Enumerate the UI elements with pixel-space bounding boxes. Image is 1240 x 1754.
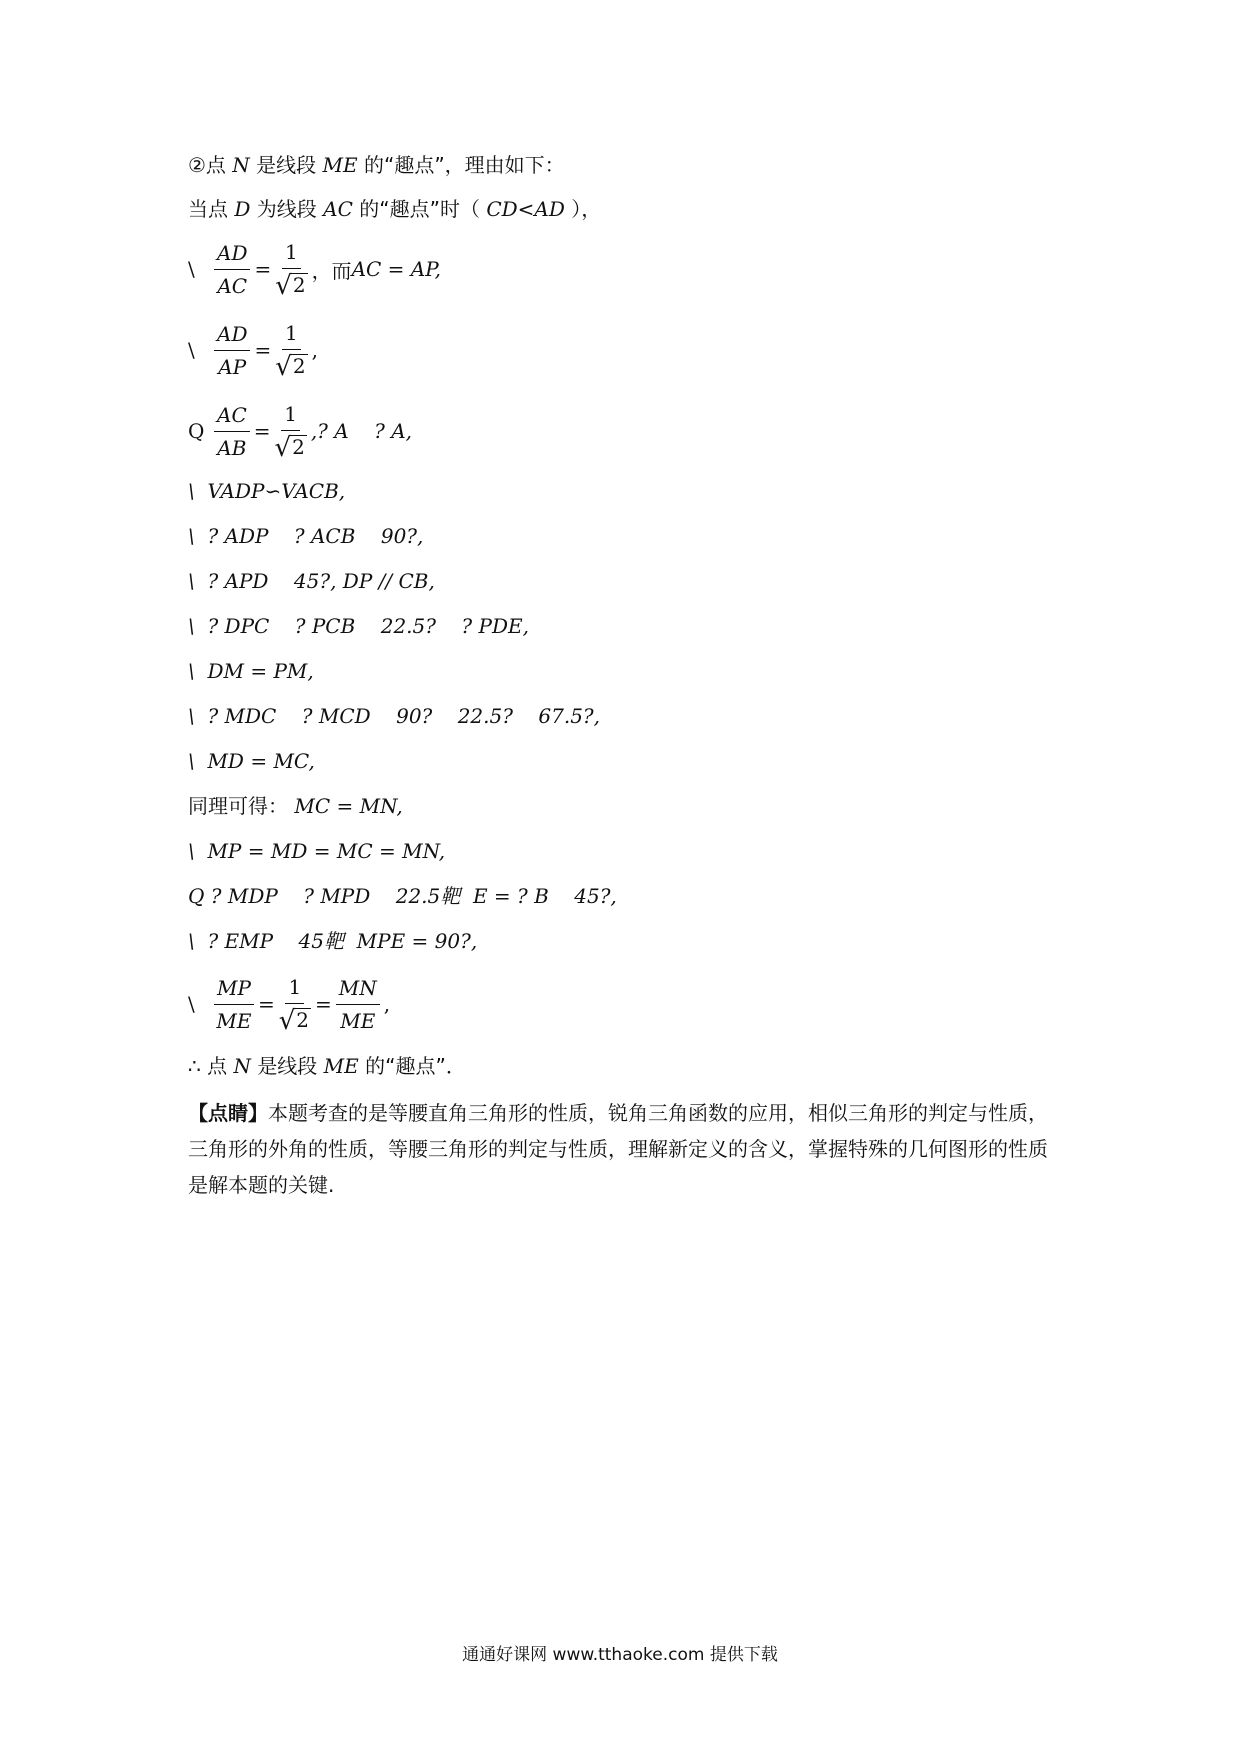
conclusion-line <box>188 1053 466 1079</box>
fraction <box>214 322 250 379</box>
equals: = <box>253 419 271 443</box>
numerator: 1 <box>282 321 301 350</box>
fraction <box>275 321 307 380</box>
math-line: \ ? ADP ? ACB 90?, <box>188 524 424 548</box>
statement-line <box>188 152 565 178</box>
math-expr: AC = AP, <box>351 257 441 281</box>
math-expr: ,? A ? A, <box>310 419 413 443</box>
fraction <box>275 240 307 299</box>
numerator: MP <box>214 976 254 1005</box>
text: 的“趣点”． <box>365 1054 466 1078</box>
numerator: 1 <box>285 975 304 1004</box>
math-var: N <box>233 1054 251 1078</box>
math-var: N <box>232 153 250 177</box>
equals: = <box>254 257 272 281</box>
fraction-line-2 <box>188 313 318 387</box>
denominator <box>279 1004 311 1034</box>
math-var: D <box>234 197 251 221</box>
text: 是线段 <box>256 153 317 177</box>
sqrt: √ 2 <box>278 1005 310 1036</box>
condition-line <box>188 196 601 222</box>
sqrt: √ 2 <box>274 432 305 463</box>
numerator: 1 <box>282 240 301 269</box>
fraction <box>275 402 307 461</box>
text: 的“趣点”时（ <box>359 197 480 221</box>
page-footer: 通通好课网 www.tthaoke.com 提供下载 <box>462 1645 778 1665</box>
denominator <box>275 431 307 461</box>
denominator: ME <box>216 1008 252 1033</box>
text: ∴ 点 <box>188 1054 228 1078</box>
fraction <box>214 403 250 460</box>
math-line: \ ? MDC ? MCD 90? 22.5? 67.5?, <box>188 704 601 728</box>
numerator: AD <box>214 241 250 270</box>
math-expr: , <box>311 338 318 362</box>
therefore-symbol: \ <box>188 257 195 281</box>
fraction-line-4 <box>188 967 390 1041</box>
comment-paragraph <box>188 1095 1058 1203</box>
fraction <box>214 241 250 298</box>
radicand: 2 <box>292 353 306 378</box>
math-expr: CD<AD <box>486 197 565 221</box>
text: 的“趣点”，理由如下： <box>363 153 565 177</box>
because-symbol: Q <box>188 419 205 443</box>
math-var: ME <box>322 153 358 177</box>
math-var: ME <box>323 1054 359 1078</box>
math-line: Q ? MDP ? MPD 22.5靶 E = ? B 45?, <box>188 884 617 908</box>
fraction-line-3 <box>188 394 412 468</box>
radicand: 2 <box>292 272 306 297</box>
equals: = <box>257 992 275 1016</box>
math-line: \ ? DPC ? PCB 22.5? ? PDE, <box>188 614 529 638</box>
therefore-symbol: \ <box>188 992 195 1016</box>
equals: = <box>254 338 272 362</box>
fraction <box>279 975 311 1034</box>
math-line: \ ? EMP 45靶 MPE = 90?, <box>188 929 478 953</box>
fraction-line-1 <box>188 232 441 306</box>
fraction <box>336 976 380 1033</box>
math-line: \ DM = PM, <box>188 659 314 683</box>
denominator: AP <box>218 354 247 379</box>
math-line: \ MD = MC, <box>188 749 315 773</box>
text: 同理可得： <box>188 794 288 818</box>
text: 为线段 <box>256 197 317 221</box>
denominator <box>275 269 307 299</box>
denominator: AB <box>217 435 247 460</box>
math-line <box>188 793 403 819</box>
text: 当点 <box>188 197 228 221</box>
math-expr: MC = MN, <box>294 794 403 818</box>
comment-text: 本题考查的是等腰直角三角形的性质，锐角三角函数的应用，相似三角形的判定与性质，三角形的外角的性质，等腰三角形的判定与性质，理解新定义的含义，掌握特殊的几何图形的性质是解本题的关键. <box>188 1101 1048 1197</box>
sqrt: √ 2 <box>275 270 306 301</box>
numerator: AD <box>214 322 250 351</box>
math-line: \ VADP∽VACB, <box>188 479 346 503</box>
denominator <box>275 350 307 380</box>
numerator: MN <box>336 976 380 1005</box>
denominator: ME <box>340 1008 376 1033</box>
math-var: AC <box>323 197 353 221</box>
denominator: AC <box>217 273 248 298</box>
math-line: \ ? APD 45?, DP // CB, <box>188 569 435 593</box>
numerator: 1 <box>281 402 300 431</box>
math-expr: , <box>383 992 391 1016</box>
radicand: 2 <box>292 434 305 459</box>
radicand: 2 <box>296 1007 310 1032</box>
numerator: AC <box>214 403 250 432</box>
fraction <box>214 976 254 1033</box>
text: ）， <box>571 197 602 221</box>
text: 是线段 <box>257 1054 318 1078</box>
math-line: \ MP = MD = MC = MN, <box>188 839 446 863</box>
equals: = <box>315 992 332 1016</box>
therefore-symbol: \ <box>188 338 195 362</box>
text: ，而 <box>311 258 352 283</box>
sqrt: √ 2 <box>275 351 306 382</box>
text: ②点 <box>188 153 226 177</box>
comment-tag: 【点睛】 <box>188 1101 268 1125</box>
